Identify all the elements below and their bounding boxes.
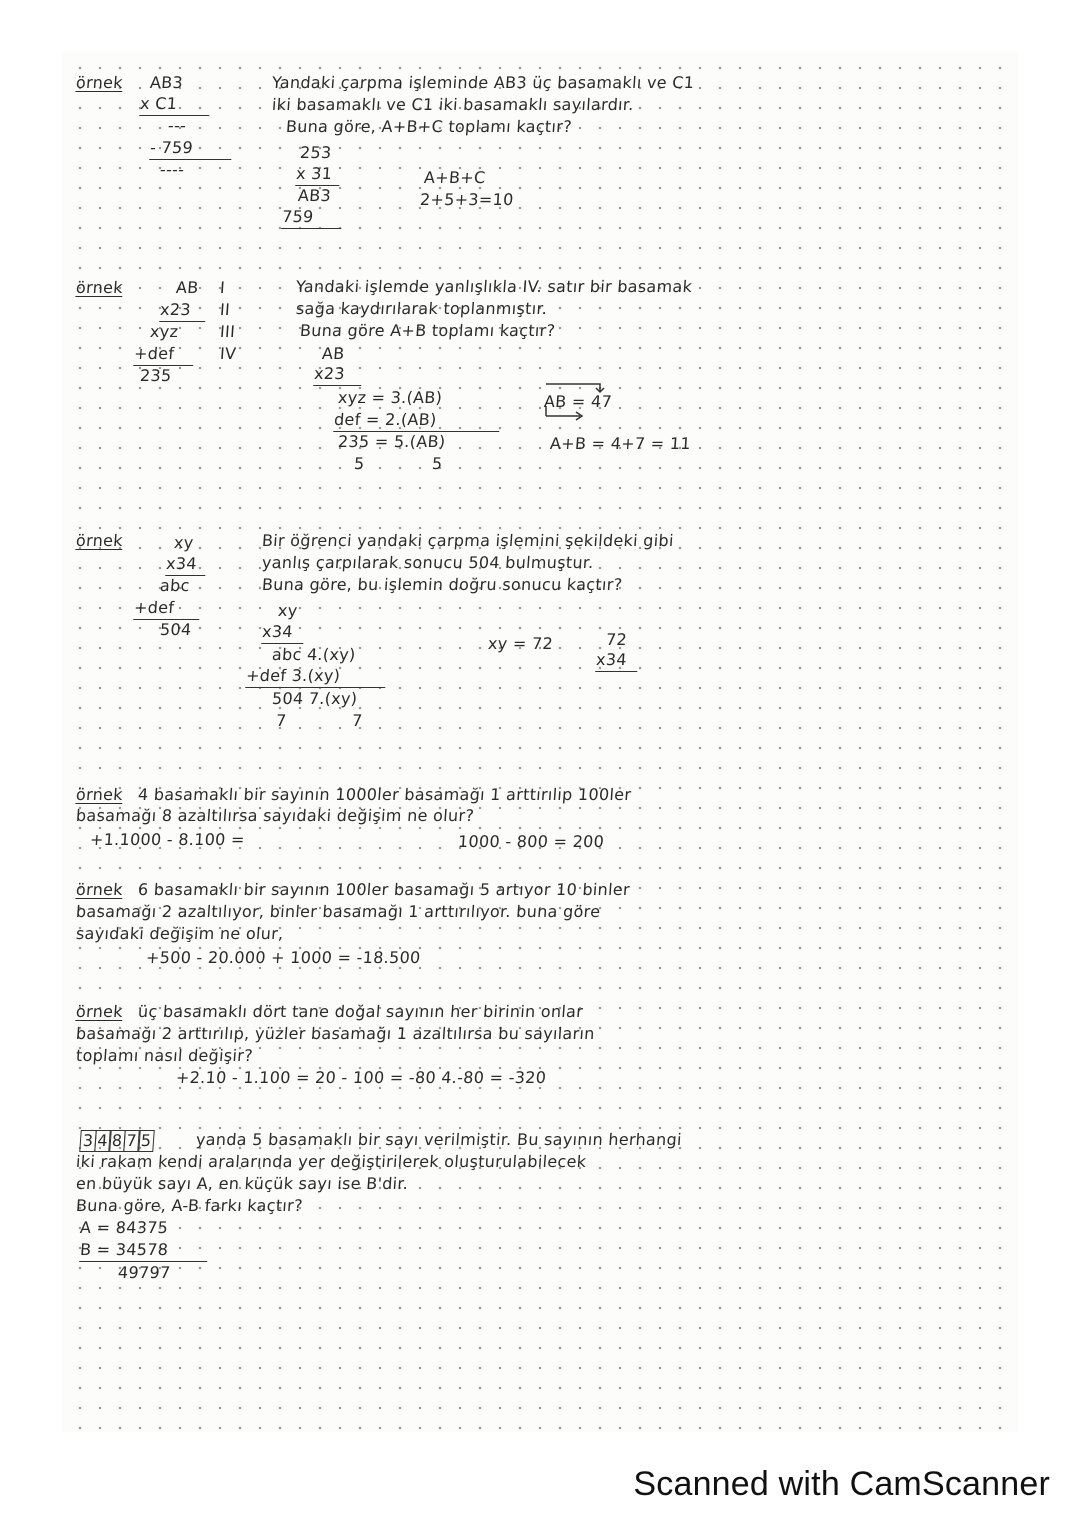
swap-arrow	[540, 378, 620, 428]
work-line: 253	[299, 143, 333, 162]
sum-expression: A+B+C	[423, 168, 487, 187]
dash-row: ---	[167, 116, 187, 135]
b-value: B = 34578	[79, 1240, 209, 1262]
text-line: toplamı nasıl değişir?	[75, 1046, 254, 1065]
work-line: 7	[351, 711, 364, 730]
result-row: 504	[159, 620, 193, 639]
work-line: 235 = 5.(AB)	[337, 432, 447, 451]
row-number: I	[219, 278, 226, 297]
work-line: 72	[605, 630, 628, 649]
work-line: 759	[281, 207, 343, 229]
work-line: +2.10 - 1.100 = 20 - 100 = -80 4.-80 = -320	[175, 1068, 547, 1087]
row-number: III	[219, 322, 236, 341]
ab-value: AB = 47	[543, 392, 613, 411]
work-line: abc 4.(xy)	[271, 645, 357, 664]
work-line: AB3	[297, 186, 332, 205]
digit-boxes	[79, 1130, 153, 1152]
dash-row: ----	[159, 160, 185, 179]
result-row: - 759	[149, 138, 233, 160]
xy-value: xy = 72	[487, 634, 554, 653]
sum-result: A+B = 4+7 = 11	[549, 434, 692, 453]
text-line: basamağı 8 azaltılırsa sayıdaki değişim ne olur?	[75, 806, 475, 825]
partial-row: +def	[133, 344, 195, 366]
text-line: 4 basamaklı bir sayının 1000ler basamağı 1 arttırılıp 100ler	[137, 785, 632, 804]
row-number: II	[219, 300, 231, 319]
work-line: 1000 - 800 = 200	[457, 832, 605, 851]
example-label: örnek	[75, 73, 124, 92]
multiplicand: AB3	[149, 73, 184, 92]
digit-box: 8	[108, 1130, 126, 1152]
work-line: x23	[313, 364, 363, 386]
partial-row: abc	[159, 576, 191, 595]
work-line: AB	[321, 344, 346, 363]
multiplier: x C1	[139, 94, 211, 116]
partial-row: +def	[133, 598, 201, 620]
sum-result: 2+5+3=10	[419, 190, 515, 209]
row-number: IV	[219, 344, 237, 363]
question-line: Yandaki işlemde yanlışlıkla IV. satır bir basamak	[295, 277, 693, 296]
work-line: x34	[261, 622, 305, 644]
question-line: Bir öğrenci yandaki çarpma işlemini şekildeki gibi	[261, 531, 675, 550]
work-line: x 31	[295, 164, 341, 186]
text-line: iki rakam kendi aralarında yer değiştirilerek oluşturulabilecek	[75, 1152, 587, 1171]
digit-box: 4	[94, 1130, 112, 1152]
result-row: 235	[139, 366, 173, 385]
question-line: yanlış çarpılarak sonucu 504 bulmuştur.	[261, 553, 595, 572]
question-line: sağa kaydırılarak toplanmıştır.	[295, 299, 548, 318]
work-line: def = 2.(AB)	[333, 410, 501, 432]
work-line: +500 - 20.000 + 1000 = -18.500	[145, 948, 422, 967]
work-line: +def 3.(xy)	[245, 666, 387, 688]
text-line: sayıdaki değişim ne olur,	[75, 924, 285, 943]
notebook-page	[62, 52, 1018, 1432]
example-label: örnek	[75, 278, 124, 297]
digit-box: 7	[123, 1130, 141, 1152]
text-line: Buna göre, A-B farkı kaçtır?	[75, 1196, 304, 1215]
text-line: üç basamaklı dört tane doğal sayının her birinin onlar	[137, 1002, 584, 1021]
work-line: 5	[353, 454, 366, 473]
difference: 49797	[117, 1263, 172, 1282]
operand-row: x23	[159, 300, 207, 322]
operand-row: xy	[173, 533, 195, 552]
text-line: 6 basamaklı bir sayının 100ler basamağı 5 artıyor 10 binler	[137, 880, 631, 899]
operand-row: x34	[165, 554, 207, 576]
scanner-watermark: Scanned with CamScanner	[633, 1465, 1050, 1503]
question-line: iki basamaklı ve C1 iki basamaklı sayılardır.	[271, 95, 635, 114]
a-value: A = 84375	[79, 1218, 169, 1237]
work-line: 5	[431, 454, 444, 473]
question-line: Yandaki çarpma işleminde AB3 üç basamaklı ve C1	[271, 73, 695, 92]
work-line: x34	[595, 650, 639, 672]
work-line: 7	[275, 711, 288, 730]
work-line: xyz = 3.(AB)	[337, 388, 443, 407]
work-line: xy	[277, 601, 299, 620]
text-line: basamağı 2 arttırılıp, yüzler basamağı 1 azaltılırsa bu sayıların	[75, 1024, 596, 1043]
example-label: örnek	[75, 880, 124, 899]
digit-box: 3	[79, 1130, 97, 1152]
example-label: örnek	[75, 1002, 124, 1021]
text-line: en büyük sayı A, en küçük sayı ise B'dir.	[75, 1174, 409, 1193]
question-line: Buna göre A+B toplamı kaçtır?	[299, 321, 557, 340]
partial-row: xyz	[149, 322, 179, 341]
example-label: örnek	[75, 531, 124, 550]
digit-box: 5	[137, 1130, 155, 1152]
work-line: +1.1000 - 8.100 =	[89, 830, 246, 849]
work-line: 504 7.(xy)	[271, 689, 359, 708]
text-line: yanda 5 basamaklı bir sayı verilmiştir. Bu sayının herhangi	[195, 1130, 683, 1149]
text-line: basamağı 2 azaltılıyor, binler basamağı 1 arttırılıyor. buna göre	[75, 902, 602, 921]
question-line: Buna göre, bu işlemin doğru sonucu kaçtır?	[261, 575, 624, 594]
example-label: örnek	[75, 785, 124, 804]
question-line: Buna göre, A+B+C toplamı kaçtır?	[285, 117, 573, 136]
operand-row: AB	[175, 278, 200, 297]
